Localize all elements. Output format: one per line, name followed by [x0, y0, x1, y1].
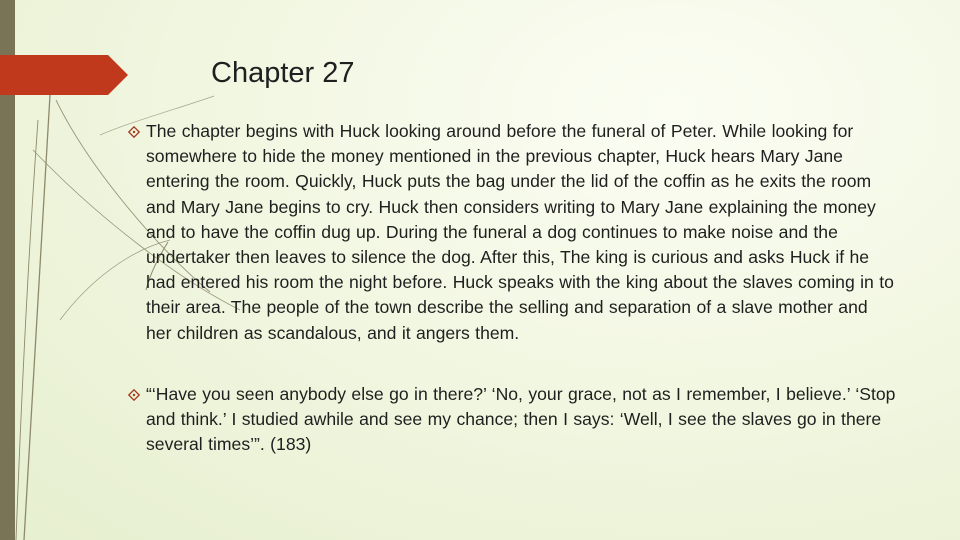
bullet-item	[128, 119, 898, 346]
diamond-outline-icon	[128, 382, 146, 407]
diamond-outline-icon	[128, 119, 146, 144]
bullet-text: The chapter begins with Huck looking around before the funeral of Peter. While looking for somewhere to hide the money mentioned in the previous chapter, Huck hears Mary Jane entering the room. Quickly, Huck puts the bag under the lid of the coffin as he exits the room and Mary Jane begins to cry. Huck then considers writing to Mary Jane explaining the money and to have the coffin dug up. During the funeral a dog continues to make noise and the undertaker then leaves to silence the dog. After this, The king is curious and asks Huck if he had entered his room the night before. Huck speaks with the king about the slaves coming in to their area. The people of the town describe the selling and separation of a slave mother and her children as scandalous, and it angers them.	[146, 121, 894, 343]
bullet-item	[128, 382, 898, 458]
slide-title: Chapter 27	[211, 57, 355, 89]
title-tab-accent	[0, 55, 128, 95]
bullet-text: “‘Have you seen anybody else go in there?’ ‘No, your grace, not as I remember, I believe.’ ‘Stop and think.’ I studied awhile and see my chance; then I says: ‘Well, I see the slaves go in there several times’”. (183)	[146, 384, 896, 455]
